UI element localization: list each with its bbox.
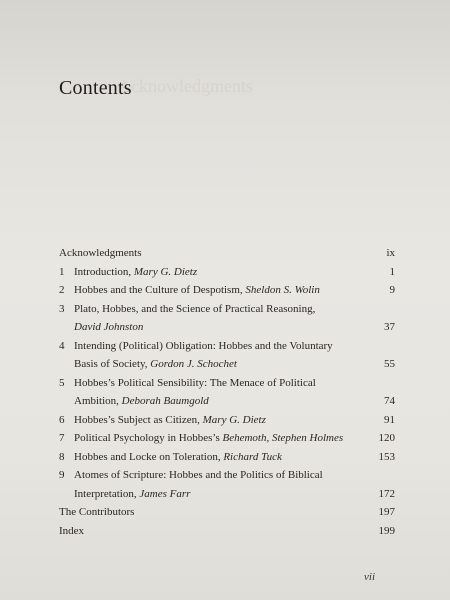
toc-page-number: 37 — [384, 321, 395, 333]
toc-page-number: 172 — [378, 487, 395, 500]
toc-entry-chapter-2 — [59, 281, 395, 300]
toc-author: Gordon J. Schochet — [150, 358, 237, 370]
toc-entry-chapter-3 — [59, 300, 395, 337]
chapter-number: 1 — [59, 265, 65, 278]
chapter-number: 7 — [59, 432, 65, 444]
toc-page-number: 74 — [384, 395, 395, 407]
toc-entry-chapter-4 — [59, 337, 395, 374]
table-of-contents — [59, 244, 395, 540]
toc-entry-chapter-6 — [59, 411, 395, 430]
toc-title: Hobbes and Locke on Toleration, — [74, 450, 224, 463]
toc-author: Mary G. Dietz — [133, 265, 198, 278]
toc-page-number: 153 — [378, 450, 395, 463]
toc-title-continued: Ambition, — [74, 395, 122, 407]
page-folio: vii — [364, 571, 375, 583]
chapter-number: 3 — [59, 302, 65, 315]
toc-title: Plato, Hobbes, and the Science of Practical Reasoning, — [74, 302, 316, 315]
toc-entry-contributors — [59, 503, 395, 522]
toc-title: Index — [59, 524, 85, 537]
chapter-number: 9 — [59, 469, 65, 481]
page-title: Contents — [59, 77, 132, 100]
toc-author: Behemoth, Stephen Holmes — [222, 432, 344, 444]
toc-title: Introduction, — [74, 265, 134, 278]
toc-entry-index — [59, 522, 395, 541]
toc-entry-chapter-1 — [59, 263, 395, 282]
toc-page-number: 1 — [389, 265, 395, 278]
toc-entry-chapter-9 — [59, 466, 395, 503]
toc-author: Mary G. Dietz — [202, 413, 266, 426]
toc-author: Sheldon S. Wolin — [245, 284, 320, 296]
toc-title-continued: Basis of Society, — [74, 358, 151, 370]
toc-page-number: 197 — [378, 506, 395, 518]
toc-title: Hobbes’s Subject as Citizen, — [74, 413, 203, 426]
toc-entry-chapter-5 — [59, 374, 395, 411]
chapter-number: 8 — [59, 450, 65, 463]
chapter-number: 2 — [59, 284, 65, 296]
toc-page-number: 120 — [378, 432, 395, 444]
toc-author: David Johnston — [74, 321, 144, 333]
toc-author: James Farr — [139, 487, 191, 500]
toc-title: Hobbes and the Culture of Despotism, — [74, 284, 246, 296]
toc-title: Acknowledgments — [59, 247, 142, 259]
chapter-number: 6 — [59, 413, 65, 426]
toc-entry-chapter-7 — [59, 429, 395, 448]
toc-page-number: 55 — [384, 358, 395, 370]
toc-title: Hobbes’s Political Sensibility: The Menace of Political — [74, 376, 316, 389]
toc-title: The Contributors — [59, 506, 135, 518]
toc-entry-chapter-8 — [59, 448, 395, 467]
toc-page-number: 9 — [389, 284, 395, 296]
toc-author: Richard Tuck — [223, 450, 282, 463]
toc-title: Atomes of Scripture: Hobbes and the Politics of Biblical — [74, 469, 323, 481]
chapter-number: 5 — [59, 376, 65, 389]
chapter-number: 4 — [59, 339, 65, 352]
toc-page-number: ix — [386, 247, 395, 259]
toc-page-number: 199 — [378, 524, 395, 537]
toc-author: Deborah Baumgold — [121, 395, 209, 407]
toc-entry-acknowledgments — [59, 244, 395, 263]
toc-title: Political Psychology in Hobbes’s — [74, 432, 223, 444]
bleed-through-text: Acknowledgments — [118, 76, 253, 96]
toc-title-continued: Interpretation, — [74, 487, 140, 500]
toc-page-number: 91 — [384, 413, 395, 426]
toc-title: Intending (Political) Obligation: Hobbes and the Voluntary — [74, 339, 333, 352]
